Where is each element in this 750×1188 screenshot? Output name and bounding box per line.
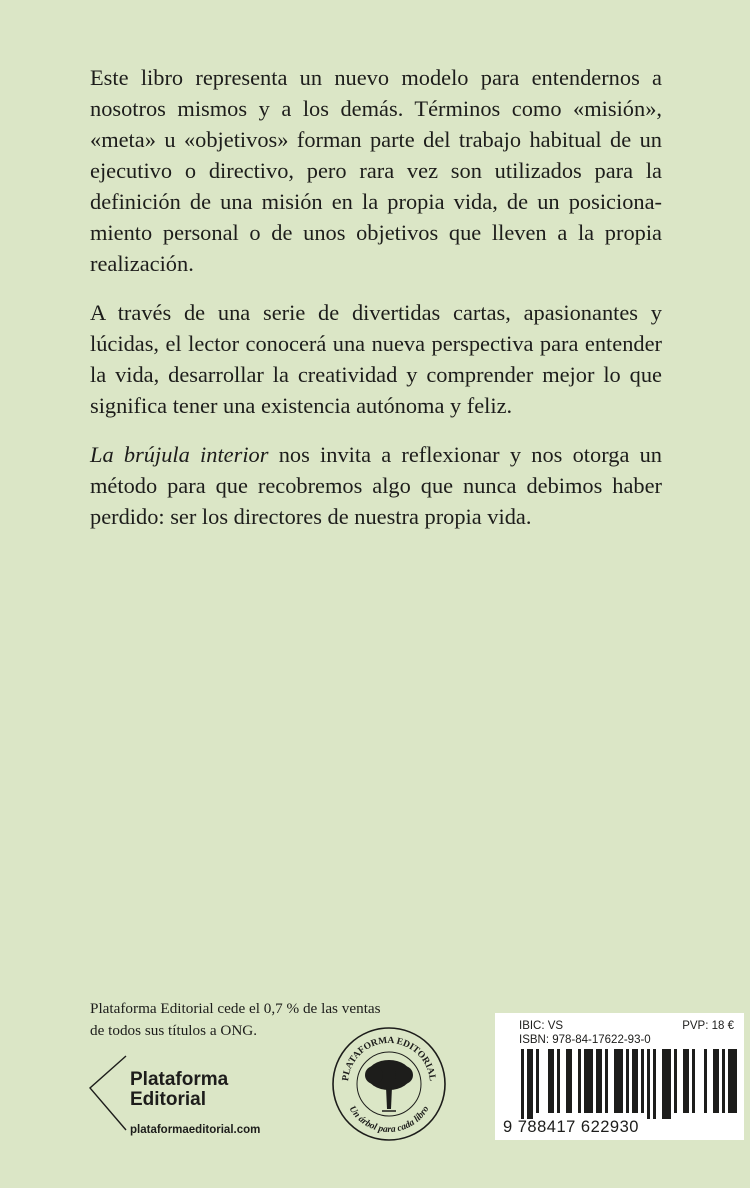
barcode-bar	[692, 1049, 695, 1113]
blurb-paragraph-3	[90, 439, 662, 532]
donation-note-line-2: de todos sus títulos a ONG.	[90, 1022, 258, 1039]
publisher-name-line-1: Plataforma	[130, 1069, 229, 1090]
barcode-bar	[527, 1049, 533, 1119]
barcode-bar	[614, 1049, 623, 1113]
publisher-logo	[88, 1050, 288, 1145]
back-cover-blurb	[90, 62, 662, 550]
barcode-bar	[641, 1049, 644, 1113]
barcode-bar	[704, 1049, 707, 1113]
barcode-panel	[495, 1013, 744, 1140]
ibic-code: IBIC: VS	[519, 1020, 564, 1032]
barcode-bar	[722, 1049, 725, 1113]
barcode-bar	[557, 1049, 560, 1113]
barcode-bar	[632, 1049, 638, 1113]
publisher-name	[130, 1070, 228, 1110]
barcode-bar	[662, 1049, 671, 1119]
blurb-paragraph-2: A través de una serie de divertidas cartas, apasionantes y lúcidas, el lector conocerá una nueva perspectiva para entender la vida, desarrollar la creatividad y comprender mejor lo que significa tener una existencia autónoma y feliz.	[90, 300, 662, 418]
barcode-bar	[548, 1049, 554, 1113]
book-title-italic: La brújula interior	[90, 442, 269, 467]
isbn-number: ISBN: 978-84-17622-93-0	[519, 1034, 651, 1046]
barcode-bars	[495, 1047, 744, 1119]
barcode-bar	[605, 1049, 608, 1113]
barcode-bar	[566, 1049, 572, 1113]
barcode-bar	[653, 1049, 656, 1119]
seal-graphic	[330, 1025, 448, 1143]
blurb-paragraph-1: Este libro representa un nuevo modelo para entendernos a nosotros mismos y a los demás. Términos como «misión», «meta» u «objetivos» forman parte del trabajo habitual de un ejecutivo o directivo, pero rara vez son utilizados para la definición de una misión en la propia vida, de un posicionamiento personal o de unos objetivos que lleven a la propia realización.	[90, 65, 662, 276]
barcode-bar	[683, 1049, 689, 1113]
publisher-name-line-2: Editorial	[130, 1089, 207, 1110]
seal-bottom-text: Un árbol para cada libro	[346, 1104, 432, 1136]
publisher-arrow-icon	[88, 1050, 133, 1145]
barcode-bar	[584, 1049, 593, 1113]
barcode-bar	[728, 1049, 737, 1113]
barcode-bar	[596, 1049, 602, 1113]
barcode-bar	[626, 1049, 629, 1113]
tree-icon	[365, 1060, 413, 1111]
barcode-bar	[536, 1049, 539, 1113]
seal-top-text: PLATAFORMA EDITORIAL	[341, 1035, 437, 1082]
barcode-bar	[713, 1049, 719, 1113]
retail-price: PVP: 18 €	[682, 1020, 734, 1032]
barcode-bar	[674, 1049, 677, 1113]
publisher-seal	[330, 1025, 448, 1143]
blurb-paragraph-3-text: nos invita a reflexionar y nos otorga un método para que recobremos algo que nunca debimos haber perdido: ser los directores de nuestra propia vida.	[90, 442, 663, 529]
publisher-url: plataformaeditorial.com	[130, 1124, 261, 1136]
barcode-digits: 9 788417 622930	[503, 1118, 639, 1136]
barcode-bar	[647, 1049, 650, 1119]
barcode-bar	[578, 1049, 581, 1113]
barcode-bar	[521, 1049, 524, 1119]
donation-note-line-1: Plataforma Editorial cede el 0,7 % de las ventas	[90, 1000, 381, 1017]
